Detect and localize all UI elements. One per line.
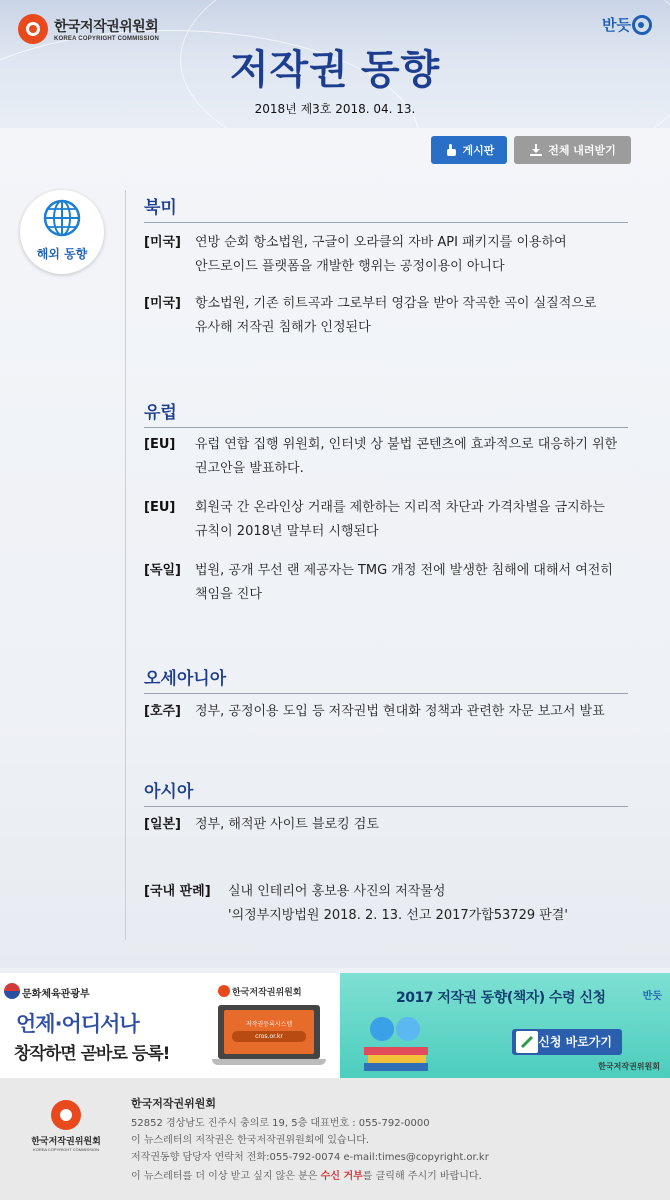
region-heading-north-america: 북미 (144, 193, 628, 223)
booklet-request-banner[interactable] (340, 973, 670, 1078)
download-all-button[interactable] (514, 136, 631, 164)
newsletter-title: 저작권 동향 (229, 48, 441, 92)
news-title-line: 항소법원, 기존 히트곡과 그로부터 영감을 받아 작곡한 곡이 실질적으로 (195, 296, 597, 311)
news-title-line: 연방 순회 항소법원, 구글이 오라클의 자바 API 패키지를 이용하여 (195, 235, 567, 250)
footer-address: 52852 경상남도 진주시 충의로 19, 5층 대표번호 : 055-792-0000 (131, 1118, 430, 1129)
org-name-en: KOREA COPYRIGHT COMMISSION (54, 36, 159, 42)
news-tag: [호주] (144, 704, 181, 719)
news-item[interactable] (144, 813, 624, 837)
footer-copyright: 이 뉴스레터의 저작권은 한국저작권위원회에 있습니다. (131, 1135, 370, 1146)
footer-logo (26, 1100, 106, 1152)
news-title-line: 규칙이 2018년 말부터 시행된다 (195, 524, 379, 539)
bandut-icon (632, 15, 652, 35)
registration-banner[interactable] (0, 973, 340, 1078)
kcc-logo-icon (218, 985, 230, 997)
news-title-line: 회원국 간 온라인상 거래를 제한하는 지리적 차단과 가격차별을 금지하는 (195, 500, 605, 515)
banner-org-logo: 한국저작권위원회 (598, 1062, 660, 1071)
footer-org-name: 한국저작권위원회 (131, 1097, 217, 1110)
kcc-logo-icon (51, 1100, 81, 1130)
pencil-note-icon (516, 1031, 538, 1053)
domestic-case-ruling: '의정부지방법원 2018. 2. 13. 선고 2017가합53729 판결' (228, 908, 568, 923)
domestic-case-tag: [국내 판례] (144, 884, 211, 899)
unsubscribe-link[interactable]: 수신 거부 (320, 1171, 363, 1182)
overseas-badge (20, 190, 104, 274)
screen-title: 저작권등록시스템 (245, 1021, 293, 1028)
news-title-line: 유럽 연합 집행 위원회, 인터넷 상 불법 콘텐츠에 효과적으로 대응하기 위한 (195, 437, 618, 452)
news-tag: [독일] (144, 563, 181, 578)
content-divider (125, 190, 126, 940)
board-button[interactable] (431, 136, 507, 164)
newsletter-header (0, 0, 670, 128)
ministry-emblem-icon (4, 983, 20, 999)
news-item[interactable] (144, 231, 624, 279)
org-name-ko: 한국저작권위원회 (54, 18, 159, 34)
news-item[interactable] (144, 559, 624, 607)
news-tag: [미국] (144, 235, 181, 250)
news-title-line: 정부, 해적판 사이트 블로킹 검토 (195, 817, 379, 832)
region-heading-europe: 유럽 (144, 398, 628, 428)
globe-icon (42, 198, 82, 238)
bandut-logo: 반듯 (642, 991, 662, 1002)
bandut-text: 반듯 (602, 17, 631, 34)
news-item[interactable] (144, 700, 624, 724)
bandut-logo (602, 14, 652, 35)
news-tag: [미국] (144, 296, 181, 311)
unsubscribe-text: 를 클릭해 주시기 바랍니다. (362, 1171, 482, 1182)
badge-label: 해외 동향 (36, 247, 88, 261)
region-heading-oceania: 오세아니아 (144, 664, 628, 694)
footer-unsubscribe (131, 1167, 482, 1182)
unsubscribe-text: 이 뉴스레터를 더 이상 받고 싶지 않은 분은 (131, 1171, 321, 1182)
news-title-line: 권고안을 발표하다. (195, 461, 304, 476)
download-all-label: 전체 내려받기 (548, 144, 616, 157)
apply-shortcut-label: 신청 바로가기 (538, 1035, 612, 1049)
pointer-hand-icon (444, 143, 458, 157)
footer-logo-ko: 한국저작권위원회 (31, 1136, 101, 1146)
footer-logo-en: KOREA COPYRIGHT COMMISSION (33, 1147, 99, 1152)
region-heading-asia: 아시아 (144, 777, 628, 807)
news-item[interactable] (144, 433, 624, 481)
booklet-banner-title: 2017 저작권 동향(책자) 수령 신청 (396, 990, 606, 1006)
banner-subline: 창작하면 곧바로 등록! (14, 1044, 170, 1064)
news-item[interactable] (144, 496, 624, 544)
news-tag: [EU] (144, 437, 176, 452)
banner-org-logo: 한국저작권위원회 (232, 988, 302, 998)
screen-url: cros.or.kr (232, 1031, 306, 1042)
laptop-illustration (212, 1005, 326, 1069)
issue-info: 2018년 제3호 2018. 04. 13. (254, 102, 416, 116)
domestic-case-title: 실내 인테리어 홍보용 사진의 저작물성 (228, 884, 446, 899)
footer-contact: 저작권동향 담당자 연락처 전화:055-792-0074 e-mail:times@copyright.or.kr (131, 1152, 489, 1163)
ministry-name: 문화체육관광부 (22, 989, 90, 1000)
newsletter-footer (0, 1078, 670, 1200)
news-title-line: 책임을 진다 (195, 587, 262, 602)
board-button-label: 게시판 (462, 144, 495, 157)
news-tag: [일본] (144, 817, 181, 832)
domestic-case-item[interactable] (144, 880, 624, 928)
news-item[interactable] (144, 292, 624, 340)
news-title-line: 안드로이드 플랫폼을 개발한 행위는 공정이용이 아니다 (195, 259, 505, 274)
banner-headline: 언제·어디서나 (16, 1012, 139, 1036)
news-title-line: 정부, 공정이용 도입 등 저작권법 현대화 정책과 관련한 자문 보고서 발표 (195, 704, 605, 719)
download-icon (529, 143, 543, 157)
books-illustration (358, 1013, 434, 1073)
news-tag: [EU] (144, 500, 176, 515)
news-title-line: 법원, 공개 무선 랜 제공자는 TMG 개정 전에 발생한 침해에 대해서 여전히 (195, 563, 613, 578)
news-title-line: 유사해 저작권 침해가 인정된다 (195, 320, 371, 335)
